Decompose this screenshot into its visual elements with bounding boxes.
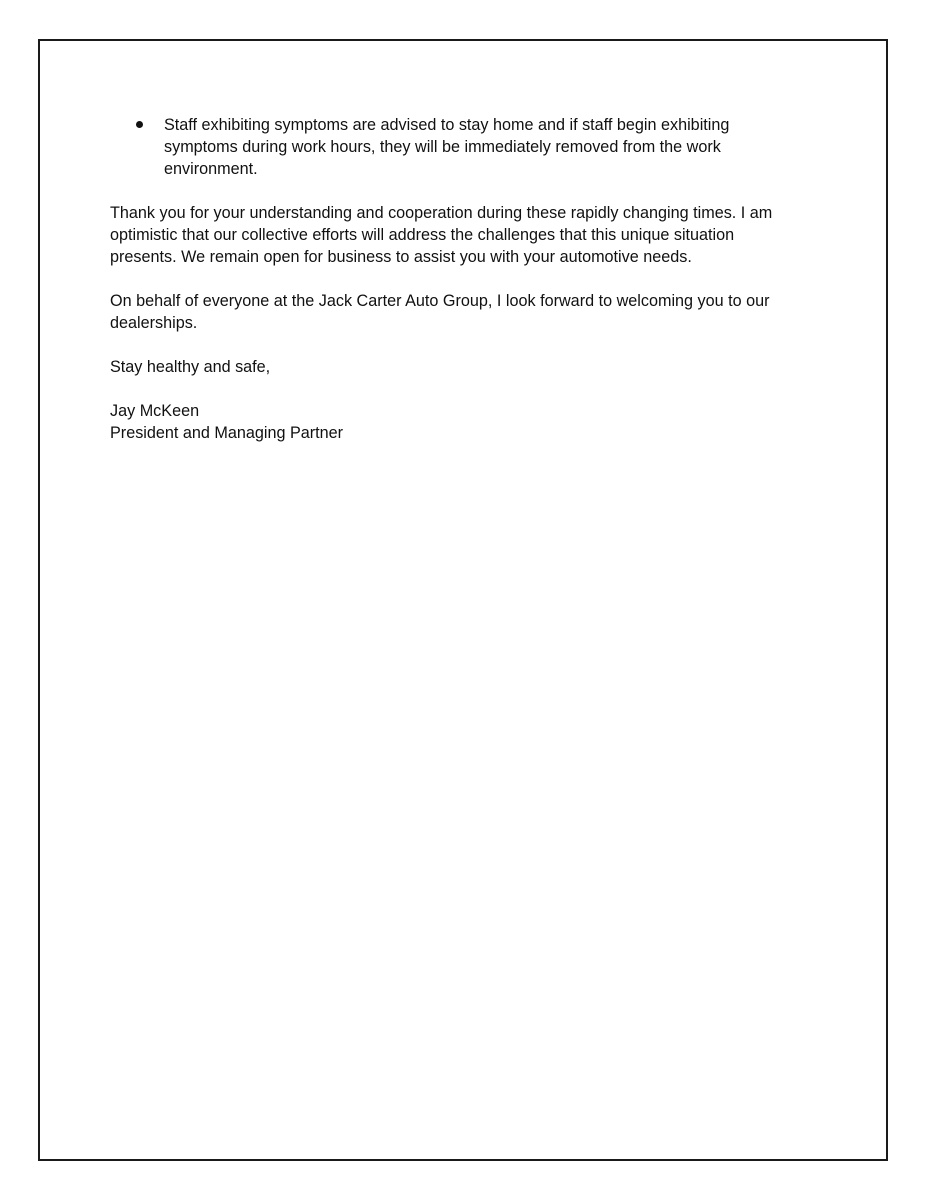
paragraph-line: presents. We remain open for business to assist you with your automotive needs. [110, 248, 692, 266]
bullet-line: symptoms during work hours, they will be immediately removed from the work [164, 138, 721, 156]
paragraph-line: optimistic that our collective efforts will address the challenges that this unique situation [110, 226, 735, 244]
bullet-line: environment. [164, 160, 258, 178]
closing-line: Stay healthy and safe, [110, 358, 271, 376]
paragraph-line: Thank you for your understanding and cooperation during these rapidly changing times. I am [110, 204, 773, 222]
bullet-line: Staff exhibiting symptoms are advised to stay home and if staff begin exhibiting [164, 116, 730, 134]
bullet-icon [136, 121, 143, 128]
letter-body [110, 114, 810, 444]
signature-name: Jay McKeen [110, 402, 200, 420]
thank-you-paragraph [110, 202, 810, 268]
signature-block [110, 400, 810, 444]
welcome-paragraph [110, 290, 810, 334]
list-item [110, 114, 774, 180]
signature-title: President and Managing Partner [110, 424, 344, 442]
paragraph-line: dealerships. [110, 314, 198, 332]
bullet-list [110, 114, 810, 180]
paragraph-line: On behalf of everyone at the Jack Carter Auto Group, I look forward to welcoming you to our [110, 292, 770, 310]
